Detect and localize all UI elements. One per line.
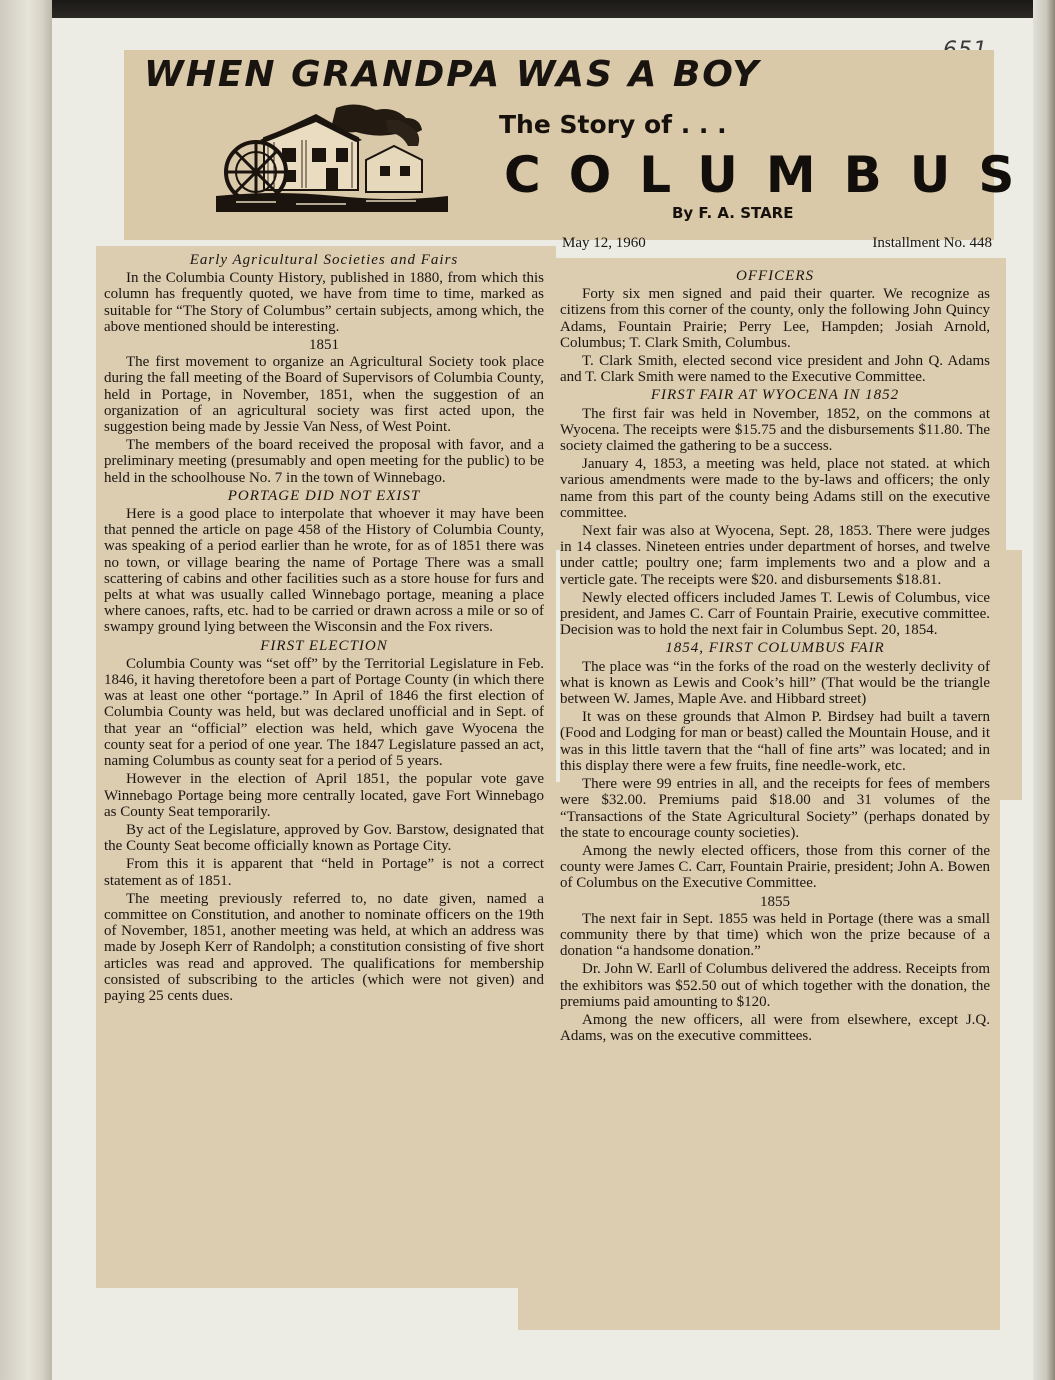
paragraph: Here is a good place to interpolate that whoever it may have been that penned the article on page 458 of the History of Columbia County, was speaking of a period earlier than he wrote, for as of 1851 there was no town, or village bearing the name of Portage There was a small scattering of cabins and other facilities such as a store house for furs and pelts at what was usually called Winnebago portage, meaning a place where canoes, rafts, etc. had to be carried or drawn across a mile or so of swampy ground lying between the Wisconsin and the Fox rivers. [104, 506, 544, 636]
paragraph: In the Columbia County History, published in 1880, from which this column has frequently quoted, we have from time to time, marked as suitable for “The Story of Columbus” certain subjects, among which, the above mentioned should be interesting. [104, 270, 544, 335]
year-heading: 1855 [760, 893, 790, 910]
subheading: OFFICERS [736, 268, 814, 284]
town-title: COLUMBUS [504, 146, 1043, 204]
byline: By F. A. STARE [672, 204, 794, 222]
series-title: WHEN GRANDPA WAS A BOY [144, 54, 761, 95]
paragraph: It was on these grounds that Almon P. Birdsey had built a tavern (Food and Lodging for man or beast) called the Mountain House, and it was in this little tavern that the “hall of fine arts” was located; and in this display there were a few fruits, fine needle-work, etc. [560, 709, 990, 774]
subheading: FIRST FAIR AT WYOCENA IN 1852 [650, 387, 900, 404]
dateline [562, 235, 992, 252]
paragraph: Forty six men signed and paid their quarter. We recognize as citizens from this corner of the county, only the following John Quincy Adams, Fountain Prairie; Perry Lee, Hampden; Josiah Arnold, Columbus; T. Clark Smith, Columbus. [560, 286, 990, 351]
subheading: PORTAGE DID NOT EXIST [227, 487, 421, 504]
paragraph: Next fair was also at Wyocena, Sept. 28, 1853. There were judges in 14 classes. Nineteen entries under department of horses, and twelve under cattle; poultry one; farm implements two and a plow and a verticle gate. The receipts were $20. and disbursements $18.81. [560, 523, 990, 588]
paragraph: However in the election of April 1851, the popular vote gave Winnebago Portage being more centrally located, gave Fort Winnebago as County Seat temporarily. [104, 771, 544, 820]
paragraph: The place was “in the forks of the road on the westerly declivity of what is known as Lewis and Cook’s hill” (That would be the triangle between W. James, Maple Ave. and Hibbard street) [560, 658, 990, 708]
paragraph: Among the new officers, all were from elsewhere, except J.Q. Adams, was on the executive committees. [560, 1011, 990, 1045]
year-heading: 1851 [309, 337, 339, 354]
installment-number: Installment No. 448 [872, 235, 992, 251]
paragraph: The first fair was held in November, 1852, on the commons at Wyocena. The receipts were $15.75 and the disbursements $11.80. The society claimed the gathering to be a success. [560, 405, 990, 455]
right-column [560, 266, 990, 1046]
left-column [104, 250, 544, 1006]
paragraph: Columbia County was “set off” by the Territorial Legislature in Feb. 1846, it having theretofore been a part of Portage County (in which there was at least one other “portage.” In April of 1846 the first election of Columbia County was held, but was declared unofficial and in Sept. of that year an “official” election was held, which gave Wyocena the county seat for a period of one year. The 1847 Legislature passed an act, naming Columbus as county seat for a period of 5 years. [104, 655, 544, 770]
paragraph: There were 99 entries in all, and the receipts for fees of members were $32.00. Premiums paid $18.00 and 31 volumes of the “Transactions of the State Agricultural Society” (perhaps donated by the state to encourage county societies). [560, 776, 990, 841]
paragraph: January 4, 1853, a meeting was held, place not stated. at which various amendments were made to the by-laws and officers; the only name from this part of the county being Adams still on the executive committee. [560, 456, 990, 521]
paragraph: T. Clark Smith, elected second vice president and John Q. Adams and T. Clark Smith were named to the Executive Committee. [560, 353, 990, 386]
book-spine [0, 0, 52, 1380]
paragraph: From this it is apparent that “held in Portage” is not a correct statement as of 1851. [104, 856, 544, 889]
paragraph: By act of the Legislature, approved by Gov. Barstow, designated that the County Seat become officially known as Portage City. [104, 821, 544, 855]
right-clipping-4 [518, 1128, 1000, 1330]
subheading: 1854, FIRST COLUMBUS FAIR [665, 640, 885, 657]
story-of-label: The Story of . . . [499, 110, 727, 139]
article-heading: Early Agricultural Societies and Fairs [189, 252, 459, 268]
paragraph: The next fair in Sept. 1855 was held in Portage (there was a small community there by that time) which won the prize because of a donation “a handsome donation.” [560, 910, 990, 960]
paragraph: The first movement to organize an Agricultural Society took place during the fall meeting of the Board of Supervisors of Columbia County, held in Portage, in November, 1851, when the suggestion of an organization of an agricultural society was first acted upon, the suggestion being made by Jessie Van Ness, of West Point. [104, 354, 544, 436]
mill-illustration [216, 100, 448, 212]
issue-date: May 12, 1960 [562, 235, 646, 251]
paragraph: The members of the board received the proposal with favor, and a preliminary meeting (presumably and open meeting for the public) to be held in the schoolhouse No. 7 in the town of Winnebago. [104, 437, 544, 486]
header-clipping [124, 50, 1043, 240]
top-shadow [0, 0, 1055, 18]
paragraph: Among the newly elected officers, those from this corner of the county were James C. Carr, Fountain Prairie, president; John A. Bowen of Columbus on the Executive Committee. [560, 842, 990, 892]
subheading: FIRST ELECTION [260, 637, 388, 654]
paragraph: Newly elected officers included James T. Lewis of Columbus, vice president, and James C. Carr of Fountain Prairie, executive committee. Decision was to hold the next fair in Columbus Sept. 20, 1854. [560, 589, 990, 639]
paragraph: Dr. John W. Earll of Columbus delivered the address. Receipts from the exhibitors was $52.50 out of which together with the donation, the premiums paid amounting to $120. [560, 961, 990, 1010]
page-edge [1033, 0, 1055, 1380]
paragraph: The meeting previously referred to, no date given, named a committee on Constitution, and another to nominate officers on the 19th of November, 1851, another meeting was held, at which an address was made by Joseph Kerr of Randolph; a constitution consisting of five short articles was read and approved. The qualifications for membership consisted of subscribing to the articles (which were not given) and paying 25 cents dues. [104, 890, 544, 1004]
